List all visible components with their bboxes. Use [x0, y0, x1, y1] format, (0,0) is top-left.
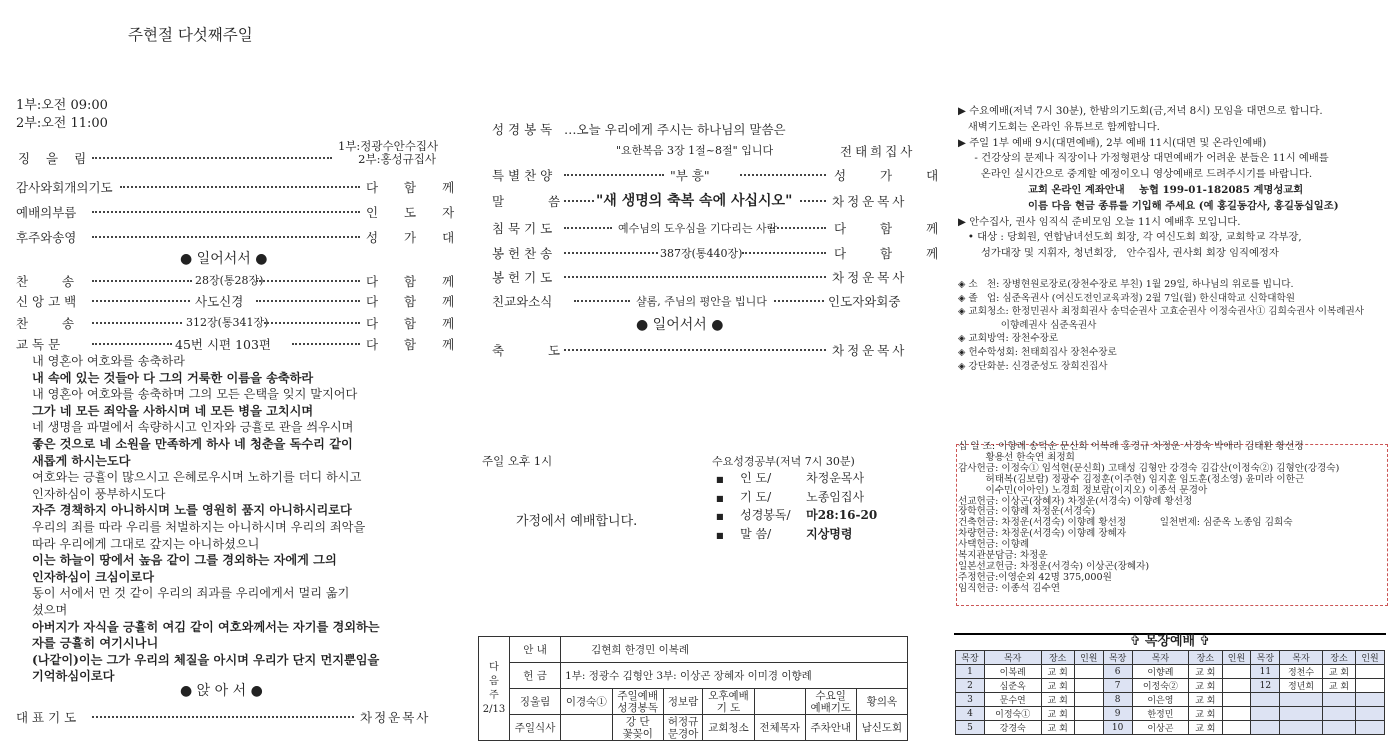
order-dots [742, 252, 826, 254]
offer-hymn-mid: 387장(통440장) [660, 247, 743, 260]
psalm-line: 네 생명을 파멸에서 속량하시고 인자와 긍휼로 관을 씌우시며 [32, 420, 354, 435]
group-cell: 이정숙② [1132, 679, 1189, 693]
order-hymn1-mid: 28장(통28장) [195, 274, 264, 287]
group-cell: 교 회 [1189, 721, 1222, 735]
bless-right: 차정운목사 [832, 343, 908, 358]
psalm-line: 내 영혼아 여호와를 송축하라 [32, 354, 185, 368]
usher-label: 안 내 [510, 637, 561, 663]
order-dots [264, 322, 360, 324]
psalm-line: 이는 하늘이 땅에서 높음 같이 그를 경외하는 자에게 그의 [32, 553, 337, 568]
psalm-line: 여호와는 긍휼이 많으시고 은혜로우시며 노하기를 더디 하시고 [32, 470, 362, 485]
duty-cell: 교회청소 [703, 715, 754, 741]
psalm-line: 동이 서에서 먼 것 같이 우리의 죄과를 우리에게서 멀리 옮기 [32, 586, 350, 601]
reading-label: 성 경 봉 독 [492, 122, 553, 137]
order-bell-right: 1부:정광수안수집사 2부:홍성규집사 [338, 139, 439, 166]
group-header: 목자 [1280, 651, 1323, 665]
group-cell [1074, 665, 1103, 679]
duty-cell: 황의옥 [856, 689, 907, 715]
psalm-text [32, 353, 380, 685]
group-cell: 4 [956, 707, 985, 721]
group-cell [1356, 679, 1385, 693]
group-cell [1356, 707, 1385, 721]
duty-cell: 수요일 예배기도 [805, 689, 856, 715]
order-dots [292, 343, 360, 345]
order-dots [564, 227, 612, 229]
announcement-line: • 대상 : 당회원, 연합남녀선도회 회장, 각 여신도회 회장, 교회학교 각부장, [958, 231, 1302, 244]
order-dots [770, 227, 826, 229]
wed-item [716, 507, 877, 526]
group-title-bar: ✞ 목장예배 ✞ [954, 633, 1386, 649]
order-responsive-label: 교 독 문 [16, 337, 61, 352]
news-line: ◈ 소 천: 장병현원로장로(장천수장로 부친) 1월 29일, 하나님의 위로를 빕니다. [958, 279, 1294, 290]
announcement-line: - 건강상의 문제나 직장이나 가정형편상 대면예배가 어려운 분들은 11시 예배를 [958, 152, 1329, 165]
wed-item-key: 인 도/ [740, 471, 772, 485]
offering-line: 임직헌금: 이종석 김수연 [958, 582, 1061, 594]
reading-right: 전태희집사 [840, 144, 916, 159]
group-cell: 심준옥 [984, 679, 1041, 693]
order-dots [92, 322, 182, 324]
group-cell: 이은영 [1132, 693, 1189, 707]
silent-right: 다 함 께 [834, 221, 939, 236]
group-header: 목장 [1251, 651, 1280, 665]
group-cell [1251, 707, 1280, 721]
offering-value: 1부: 정광수 김형안 3부: 이상곤 장혜자 이미경 이향례 [561, 663, 908, 689]
duty-cell [754, 689, 805, 715]
psalm-line: 따라 우리에게 그대로 갚지는 아니하셨으니 [32, 536, 260, 551]
news-line: ◈ 헌수학성회: 천태희집사 장천수장로 [958, 346, 1117, 358]
page-title: 주현절 다섯째주일 [128, 26, 253, 44]
stand-up-heading-2: ● 일어서서 ● [636, 317, 724, 333]
offer-prayer-label: 봉 헌 기 도 [492, 270, 553, 285]
psalm-line: (나같이)이는 그가 우리의 체질을 아시며 우리가 단지 먼지뿐임을 [32, 652, 380, 667]
group-cell: 3 [956, 693, 985, 707]
group-cell: 교 회 [1189, 665, 1222, 679]
order-bell-label: 징 을 림 [18, 151, 93, 166]
psalm-line: 자를 긍휼히 여기시나니 [32, 636, 159, 651]
group-cell: 교 회 [1189, 707, 1222, 721]
group-cell: 교 회 [1041, 721, 1074, 735]
group-cell [1222, 665, 1251, 679]
psalm-line: 셨으며 [32, 602, 68, 617]
next-week-cell [479, 637, 510, 741]
group-cell [1322, 721, 1355, 735]
duty-cell: 강 단 꽃꽂이 [612, 715, 663, 741]
order-dots [92, 300, 190, 302]
psalm-line: 인자하심이 크심이로다 [32, 569, 154, 584]
stand-up-text: 일어서서 [196, 251, 251, 267]
duty-cell: 징울림 [510, 689, 561, 715]
group-cell: 교 회 [1322, 679, 1355, 693]
group-cell [1251, 693, 1280, 707]
group-cell: 교 회 [1322, 665, 1355, 679]
order-dots [564, 200, 594, 202]
group-cell: 이상곤 [1132, 721, 1189, 735]
group-cell [1074, 721, 1103, 735]
duty-cell: 남신도회 [856, 715, 907, 741]
order-dots [256, 300, 360, 302]
group-cell: 2 [956, 679, 985, 693]
psalm-line: 내 속에 있는 것들아 다 그의 거룩한 이름을 송축하라 [32, 370, 314, 385]
order-hymn1-right: 다 함 께 [366, 274, 455, 289]
offering-label: 헌 금 [510, 663, 561, 689]
duty-cell: 허정규 문경아 [663, 715, 703, 741]
announcements [958, 104, 1339, 262]
order-creed-label: 신 앙 고 백 [16, 294, 77, 309]
group-header: 장소 [1322, 651, 1355, 665]
church-news [958, 278, 1364, 373]
news-line: ◈ 교회방역: 장천수장로 [958, 333, 1059, 345]
side-3: 주 [489, 689, 499, 701]
group-cell [1322, 707, 1355, 721]
news-right: 인도자와회중 [828, 294, 901, 309]
offering-line: 십 일 조: 이향례 송덕순 문신희 이복례 홍경규 차정운 서경숙 박애리 김태환 황선정 [958, 441, 1304, 452]
news-mid: 샬롬, 주님의 평안을 빕니다 [636, 295, 767, 308]
sit-down-heading: ● 앉 아 서 ● [180, 683, 263, 699]
order-hymn2-mid: 312장(통341장) [186, 316, 269, 329]
psalm-line: 우리의 죄를 따라 우리를 처벌하지는 아니하시며 우리의 죄악을 [32, 519, 366, 534]
side-1: 다 [489, 661, 499, 673]
group-cell: 이복례 [984, 665, 1041, 679]
order-dots [800, 200, 826, 202]
group-cell: 강경숙 [984, 721, 1041, 735]
bullet-icon: ■ [716, 493, 727, 503]
psalm-line: 자주 경책하지 아니하시며 노를 영원히 품지 아니하시리로다 [32, 503, 352, 518]
order-creed-mid: 사도신경 [195, 294, 244, 309]
order-dots [256, 280, 360, 282]
group-cell: 이정숙① [984, 707, 1041, 721]
wed-item-key: 성경봉독/ [740, 508, 791, 522]
offering-line: 선교헌금: 이상곤(장혜자) 차정운(서경숙) 이향례 황선정 [958, 495, 1193, 507]
duty-cell: 주차안내 [805, 715, 856, 741]
order-dots [564, 252, 658, 254]
psalm-line: 기억하심이로다 [32, 669, 115, 684]
announcement-line: 성가대장 및 지휘자, 청년회장, 안수집사, 권사회 회장 임직예정자 [958, 247, 1279, 260]
order-dots [92, 716, 354, 718]
offering-line: 차량헌금: 차정운(서경숙) 이향례 장혜자 [958, 528, 1127, 540]
order-responsive-right: 다 함 께 [366, 337, 455, 352]
order-thanks-label: 감사와회개의기도 [16, 180, 113, 195]
duty-cell: 주일예배 성경봉독 [612, 689, 663, 715]
offering-line: 주정헌금:이영순외 42명 375,000원 [958, 571, 1112, 583]
group-cell: 1 [956, 665, 985, 679]
offer-hymn-right: 다 함 께 [834, 246, 939, 261]
stand-up-text-2: 일어서서 [652, 317, 707, 333]
announcement-line: ▶ 안수집사, 권사 임직식 준비모임 오늘 11시 예배후 모입니다. [958, 215, 1241, 228]
psalm-line: 새롭게 하시는도다 [32, 453, 131, 468]
bullet-icon: ■ [716, 475, 727, 484]
order-dots [92, 280, 192, 282]
psalm-line: 아버지가 자식을 긍휼히 여김 같이 여호와께서는 자기를 경외하는 [32, 619, 380, 634]
order-dots [564, 276, 826, 278]
prayer-right: 차정운목사 [360, 710, 431, 725]
bullet-icon: ■ [716, 512, 727, 521]
offering-line: 장학헌금: 이향례 차정운(서경숙) [958, 506, 1096, 518]
group-cell: 5 [956, 721, 985, 735]
order-dots [574, 300, 630, 302]
group-cell: 교 회 [1041, 679, 1074, 693]
service-table [478, 636, 908, 741]
wed-item-value: 지상명령 [806, 526, 853, 541]
news-line: 이향례권사 심준옥권사 [958, 319, 1097, 331]
news-line: ◈ 강단화분: 신경준성도 장희진집사 [958, 360, 1108, 372]
prayer-label: 대 표 기 도 [16, 710, 77, 725]
wed-item-key: 기 도/ [740, 489, 772, 504]
order-dots [774, 300, 824, 302]
news-line: ◈ 졸 업: 심준옥권사 (여신도전인교육과정) 2월 7일(월) 한신대학교 신학대학원 [958, 292, 1296, 304]
announcement-line: 새벽기도회는 온라인 유튜브로 함께합니다. [958, 120, 1160, 133]
duty-cell: 정보람 [663, 689, 703, 715]
order-dots [92, 343, 172, 345]
offering-line: 일본선교헌금: 차정운(서경숙) 이상곤(장혜자) [958, 560, 1150, 572]
news-line: ◈ 교회청소: 한정민권사 최정희권사 송덕순권사 고효순권사 이정숙권사① 김희숙권사 이복례권사 [958, 306, 1365, 318]
offering-line: 황용선 한숙연 최정희 [958, 451, 1075, 463]
group-cell: 교 회 [1041, 707, 1074, 721]
group-cell [1222, 693, 1251, 707]
side-2: 음 [489, 675, 499, 687]
sermon-title: "새 생명의 축복 속에 사십시오" [596, 193, 793, 209]
psalm-line: 좋은 것으로 네 소원을 만족하게 하사 네 청춘을 독수리 같이 [32, 436, 353, 451]
group-cell [1074, 707, 1103, 721]
duty-cell: 주일식사 [510, 715, 561, 741]
group-cell [1280, 693, 1323, 707]
psalm-line: 인자하심이 풍부하시도다 [32, 486, 166, 501]
group-cell: 7 [1103, 679, 1132, 693]
offering-line: 건축헌금: 차정운(서경숙) 이향례 황선정 일천번제: 심준옥 노종임 김희숙 [958, 517, 1293, 529]
group-header: 인원 [1222, 651, 1251, 665]
offer-hymn-label: 봉 헌 찬 송 [492, 246, 553, 261]
side-4: 2/13 [482, 703, 506, 715]
group-cell [1074, 693, 1103, 707]
announcement-line: ▶ 수요예배(저녁 7시 30분), 한밤의기도회(금,저녁 8시) 모임을 대면으로 합니다. [958, 105, 1323, 117]
reading-text-body: 오늘 우리에게 주시는 하나님의 말씀은 [576, 122, 786, 137]
group-cell [1280, 707, 1323, 721]
offering-line: 사택헌금: 이향례 [958, 539, 1030, 551]
offering-line: 허태복(김보람) 정광수 김정훈(이주현) 임지훈 임도훈(정소영) 윤미라 이한근 [958, 473, 1305, 485]
offering-line: 복지관분담금: 차정운 [958, 550, 1048, 562]
offering-list [958, 442, 1339, 595]
group-cell: 교 회 [1189, 693, 1222, 707]
order-creed-right: 다 함 께 [366, 294, 455, 309]
group-cell [1356, 721, 1385, 735]
wed-item [716, 526, 877, 545]
order-dots [564, 349, 826, 351]
duty-cell: 오후예배 기 도 [703, 689, 754, 715]
wed-item-key: 말 씀/ [740, 526, 772, 541]
group-cell: 교 회 [1041, 693, 1074, 707]
group-cell: 정천수 [1280, 665, 1323, 679]
wed-item [716, 489, 877, 508]
order-dots [564, 174, 664, 176]
group-cell: 문수연 [984, 693, 1041, 707]
group-header: 목장 [1103, 651, 1132, 665]
group-cell: 교 회 [1189, 679, 1222, 693]
offer-prayer-right: 차정운목사 [832, 270, 908, 285]
news-label: 친교와소식 [492, 294, 553, 309]
silent-mid: 예수님의 도우심을 기다리는 사람 [618, 222, 778, 235]
group-cell [1222, 721, 1251, 735]
announcement-line: ▶ 주일 1부 예배 9시(대면예배), 2부 예배 11시(대면 및 온라인예배) [958, 136, 1267, 149]
group-header: 목자 [1132, 651, 1189, 665]
wed-item [716, 470, 877, 489]
group-header: 장소 [1189, 651, 1222, 665]
group-cell: 10 [1103, 721, 1132, 735]
group-cell: 11 [1251, 665, 1280, 679]
group-cell: 정년희 [1280, 679, 1323, 693]
group-cell [1222, 679, 1251, 693]
special-mid: "부 흥" [670, 168, 710, 183]
wed-title: 수요성경공부(저녁 7시 30분) [712, 455, 855, 468]
offering-line: 감사헌금: 이정숙① 임석현(문신희) 고태성 김형안 강경숙 김갑산(이정숙②) 김형안(강경숙) [958, 462, 1340, 474]
group-header: 장소 [1041, 651, 1074, 665]
group-cell: 9 [1103, 707, 1132, 721]
announcement-line: 이름 다음 현금 종류를 기입해 주세요 (예 홍길동감사, 홍길동십일조) [1028, 199, 1339, 212]
group-cell [1356, 665, 1385, 679]
group-title: 목장예배 [1144, 634, 1196, 649]
duty-cell [561, 715, 613, 741]
psalm-line: 그가 네 모든 죄악을 사하시며 네 모든 병을 고치시며 [32, 403, 314, 418]
group-table [955, 650, 1385, 735]
wed-items [716, 470, 877, 544]
group-cell: 교 회 [1041, 665, 1074, 679]
group-cell [1356, 693, 1385, 707]
time-second: 2부:오전 11:00 [16, 116, 108, 131]
order-dots [92, 211, 360, 213]
order-hymn1-label: 찬 송 [16, 274, 75, 289]
home-worship: 가정에서 예배합니다. [516, 514, 638, 529]
psalm-line: 내 영혼아 여호와를 송축하며 그의 모든 은택을 잊지 말지어다 [32, 387, 358, 402]
group-header: 인원 [1074, 651, 1103, 665]
order-call-label: 예배의부름 [16, 205, 77, 220]
special-right: 성 가 대 [834, 168, 939, 183]
group-cell: 이향례 [1132, 665, 1189, 679]
group-cell [1280, 721, 1323, 735]
stand-up-heading: ● 일어서서 ● [180, 251, 268, 267]
order-hymn2-label: 찬 송 [16, 316, 75, 331]
time-first: 1부:오전 09:00 [16, 98, 108, 113]
group-header: 목장 [956, 651, 985, 665]
sit-down-text: 앉 아 서 [196, 683, 247, 699]
sermon-label: 말 씀 [492, 194, 561, 209]
order-dots [92, 236, 360, 238]
order-hymn2-right: 다 함 께 [366, 316, 455, 331]
afternoon-time: 주일 오후 1시 [482, 454, 553, 468]
order-thanks-right: 다 함 께 [366, 180, 455, 195]
announcement-line: 교회 온라인 계좌안내 농협 199-01-182085 계명성교회 [1028, 183, 1304, 196]
group-cell: 한정민 [1132, 707, 1189, 721]
order-postlude-label: 후주와송영 [16, 230, 77, 245]
announcement-line: 온라인 실시간으로 중계할 예정이오니 영상예배로 드려주시기를 바랍니다. [958, 168, 1313, 181]
wed-item-value: 차정운목사 [806, 471, 865, 485]
group-header: 인원 [1356, 651, 1385, 665]
bullet-icon: ■ [716, 530, 727, 540]
sermon-right: 차정운목사 [832, 194, 908, 209]
order-dots [740, 174, 826, 176]
reading-text: …오늘 우리에게 주시는 하나님의 말씀은 [564, 122, 786, 137]
special-label: 특 별 찬 양 [492, 168, 553, 183]
wed-item-value: 노종임집사 [806, 489, 865, 504]
group-header: 목자 [984, 651, 1041, 665]
order-responsive-mid: 45번 시편 103편 [175, 337, 272, 352]
wed-item-value: 마28:16-20 [806, 508, 878, 522]
order-dots [120, 186, 360, 188]
order-call-right: 인 도 자 [366, 205, 455, 220]
silent-label: 침 묵 기 도 [492, 221, 553, 236]
group-cell: 6 [1103, 665, 1132, 679]
group-cell: 8 [1103, 693, 1132, 707]
usher-value: 김현희 한경민 이복례 [561, 637, 908, 663]
duty-cell: 전체목자 [754, 715, 805, 741]
group-cell: 12 [1251, 679, 1280, 693]
duty-cell: 이경숙① [561, 689, 613, 715]
bless-label: 축 도 [492, 343, 561, 358]
group-cell [1251, 721, 1280, 735]
group-cell [1222, 707, 1251, 721]
group-cell [1074, 679, 1103, 693]
order-postlude-right: 성 가 대 [366, 230, 455, 245]
order-dots [92, 157, 332, 159]
reading-ref: "요한복음 3장 1절~8절" 입니다 [616, 144, 774, 157]
group-cell [1322, 693, 1355, 707]
offering-line: 이수민(이아인) 노경희 정보람(이지오) 이종석 문경아 [958, 484, 1208, 496]
